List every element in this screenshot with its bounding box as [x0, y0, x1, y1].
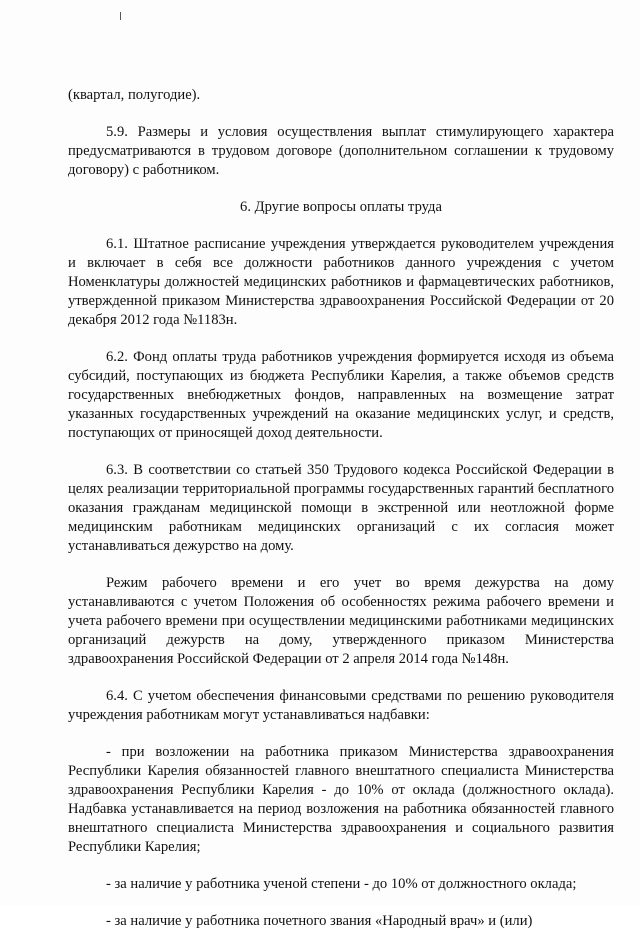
paragraph-6-4: 6.4. С учетом обеспечения финансовыми средствами по решению руководителя учреждения работникам могут устанавливаться надбавки:	[68, 688, 614, 723]
list-item-chief-specialist: - при возложении на работника приказом Министерства здравоохранения Республики Карелия обязанностей главного внештатного специалиста Министерства здравоохранения Республики Карелия - до 10% от оклада (должностного оклада). Надбавка устанавливается на период возложения на работника обязанностей главного внештатного специалиста Министерства здравоохранения и социального развития Республики Карелия;	[68, 744, 614, 855]
paragraph-5-9: 5.9. Размеры и условия осуществления выплат стимулирующего характера предусматриваются в трудовом договоре (дополнительном соглашении к трудовому договору) с работником.	[68, 124, 614, 178]
paragraph-6-3: 6.3. В соответствии со статьей 350 Трудового кодекса Российской Федерации в целях реализации территориальной программы государственных гарантий бесплатного оказания гражданам медицинской помощи в экстренной или неотложной форме медицинским работникам медицинских организаций с их согласия может устанавливаться дежурство на дому.	[68, 462, 614, 554]
paragraph-duty-regime: Режим рабочего времени и его учет во время дежурства на дому устанавливаются с учетом Положения об особенностях режима рабочего времени и учета рабочего времени при осуществлении медицинскими работниками медицинских организаций дежурств на дому, утвержденного приказом Министерства здравоохранения Российской Федерации от 2 апреля 2014 года №148н.	[68, 575, 614, 667]
paragraph-quarter-note: (квартал, полугодие).	[68, 87, 201, 103]
document-body	[68, 86, 614, 931]
paragraph-6-2: 6.2. Фонд оплаты труда работников учреждения формируется исходя из объема субсидий, поступающих из бюджета Республики Карелия, а также объемов средств государственных внебюджетных фондов, направленных на возмещение затрат указанных государственных учреждений на оказание медицинских услуг, и средств, поступающих от приносящей доход деятельности.	[68, 349, 614, 441]
paragraph-6-1: 6.1. Штатное расписание учреждения утверждается руководителем учреждения и включает в себя все должности работников данного учреждения с учетом Номенклатуры должностей медицинских работников и фармацевтических работников, утвержденной приказом Министерства здравоохранения Российской Федерации от 20 декабря 2012 года №1183н.	[68, 236, 614, 328]
list-item-academic-degree: - за наличие у работника ученой степени - до 10% от должностного оклада;	[106, 876, 577, 892]
section-heading: 6. Другие вопросы оплаты труда	[240, 199, 442, 215]
list-item-honorary-title: - за наличие у работника почетного звания «Народный врач» и (или)	[106, 913, 533, 929]
scan-mark	[120, 12, 121, 20]
